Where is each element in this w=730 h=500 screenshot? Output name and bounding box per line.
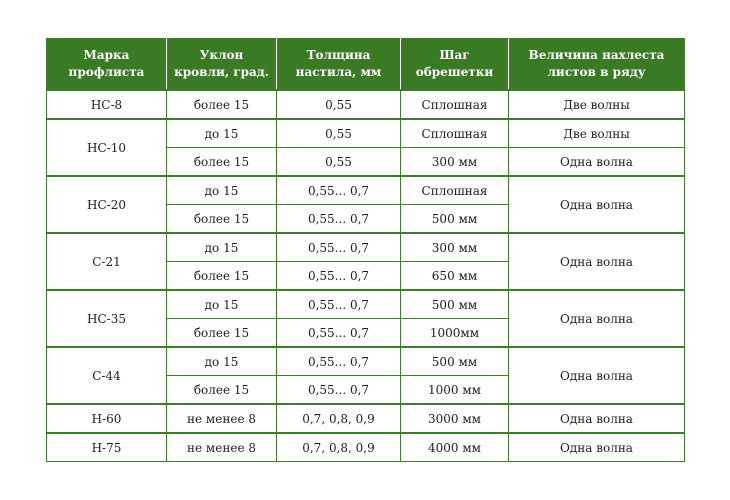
table-row xyxy=(47,290,685,319)
cell-step: 300 мм xyxy=(401,233,509,262)
cell-overlap: Две волны xyxy=(509,90,685,119)
cell-slope: не менее 8 xyxy=(167,404,277,433)
table-header xyxy=(47,39,685,91)
cell-slope: более 15 xyxy=(167,376,277,405)
cell-mark: Н-75 xyxy=(47,433,167,462)
header-slope-line2: кровли, град. xyxy=(174,65,269,79)
cell-overlap: Одна волна xyxy=(509,290,685,347)
cell-thickness: 0,55 xyxy=(277,90,401,119)
cell-mark: С-21 xyxy=(47,233,167,290)
cell-step: 3000 мм xyxy=(401,404,509,433)
table-row xyxy=(47,404,685,433)
table-row xyxy=(47,433,685,462)
cell-mark: НС-20 xyxy=(47,176,167,233)
header-row xyxy=(47,39,685,91)
cell-overlap: Одна волна xyxy=(509,404,685,433)
cell-step: 1000 мм xyxy=(401,376,509,405)
header-thickness-line2: настила, мм xyxy=(295,65,382,79)
cell-thickness: 0,55... 0,7 xyxy=(277,290,401,319)
cell-slope: более 15 xyxy=(167,262,277,291)
cell-overlap: Одна волна xyxy=(509,347,685,404)
table-row xyxy=(47,119,685,148)
cell-mark: С-44 xyxy=(47,347,167,404)
cell-overlap: Одна волна xyxy=(509,148,685,177)
table-row xyxy=(47,176,685,205)
cell-mark: Н-60 xyxy=(47,404,167,433)
header-step xyxy=(401,39,509,91)
cell-slope: до 15 xyxy=(167,347,277,376)
header-step-line2: обрешетки xyxy=(415,65,494,79)
cell-thickness: 0,55... 0,7 xyxy=(277,347,401,376)
cell-thickness: 0,7, 0,8, 0,9 xyxy=(277,404,401,433)
cell-thickness: 0,55... 0,7 xyxy=(277,233,401,262)
cell-slope: более 15 xyxy=(167,148,277,177)
table-row xyxy=(47,233,685,262)
table-row xyxy=(47,347,685,376)
header-overlap-line1: Величина нахлеста xyxy=(528,48,665,62)
header-thickness-line1: Толщина xyxy=(306,48,371,62)
cell-mark: НС-10 xyxy=(47,119,167,176)
header-mark-line2: профлиста xyxy=(68,65,145,79)
header-slope xyxy=(167,39,277,91)
cell-overlap: Одна волна xyxy=(509,176,685,233)
table-row xyxy=(47,90,685,119)
header-overlap-line2: листов в ряду xyxy=(547,65,646,79)
cell-step: 650 мм xyxy=(401,262,509,291)
cell-mark: НС-35 xyxy=(47,290,167,347)
header-step-line1: Шаг xyxy=(439,48,470,62)
cell-step: 500 мм xyxy=(401,205,509,234)
cell-overlap: Одна волна xyxy=(509,233,685,290)
cell-thickness: 0,55 xyxy=(277,148,401,177)
cell-thickness: 0,55 xyxy=(277,119,401,148)
cell-overlap: Две волны xyxy=(509,119,685,148)
header-thickness xyxy=(277,39,401,91)
cell-mark: НС-8 xyxy=(47,90,167,119)
header-mark-line1: Марка xyxy=(83,48,130,62)
cell-slope: до 15 xyxy=(167,233,277,262)
cell-slope: более 15 xyxy=(167,319,277,348)
cell-step: Сплошная xyxy=(401,176,509,205)
header-slope-line1: Уклон xyxy=(199,48,244,62)
header-overlap xyxy=(509,39,685,91)
cell-slope: до 15 xyxy=(167,290,277,319)
cell-step: 300 мм xyxy=(401,148,509,177)
cell-slope: более 15 xyxy=(167,205,277,234)
cell-slope: до 15 xyxy=(167,176,277,205)
cell-step: Сплошная xyxy=(401,90,509,119)
cell-step: 500 мм xyxy=(401,347,509,376)
cell-thickness: 0,55... 0,7 xyxy=(277,205,401,234)
cell-thickness: 0,55... 0,7 xyxy=(277,176,401,205)
cell-step: 500 мм xyxy=(401,290,509,319)
cell-overlap: Одна волна xyxy=(509,433,685,462)
header-mark xyxy=(47,39,167,91)
cell-thickness: 0,7, 0,8, 0,9 xyxy=(277,433,401,462)
cell-step: 4000 мм xyxy=(401,433,509,462)
cell-thickness: 0,55... 0,7 xyxy=(277,376,401,405)
cell-thickness: 0,55... 0,7 xyxy=(277,262,401,291)
cell-step: Сплошная xyxy=(401,119,509,148)
cell-slope: до 15 xyxy=(167,119,277,148)
cell-slope: более 15 xyxy=(167,90,277,119)
cell-step: 1000мм xyxy=(401,319,509,348)
table-body xyxy=(47,90,685,462)
cell-thickness: 0,55... 0,7 xyxy=(277,319,401,348)
cell-slope: не менее 8 xyxy=(167,433,277,462)
profile-sheet-table xyxy=(46,38,685,462)
